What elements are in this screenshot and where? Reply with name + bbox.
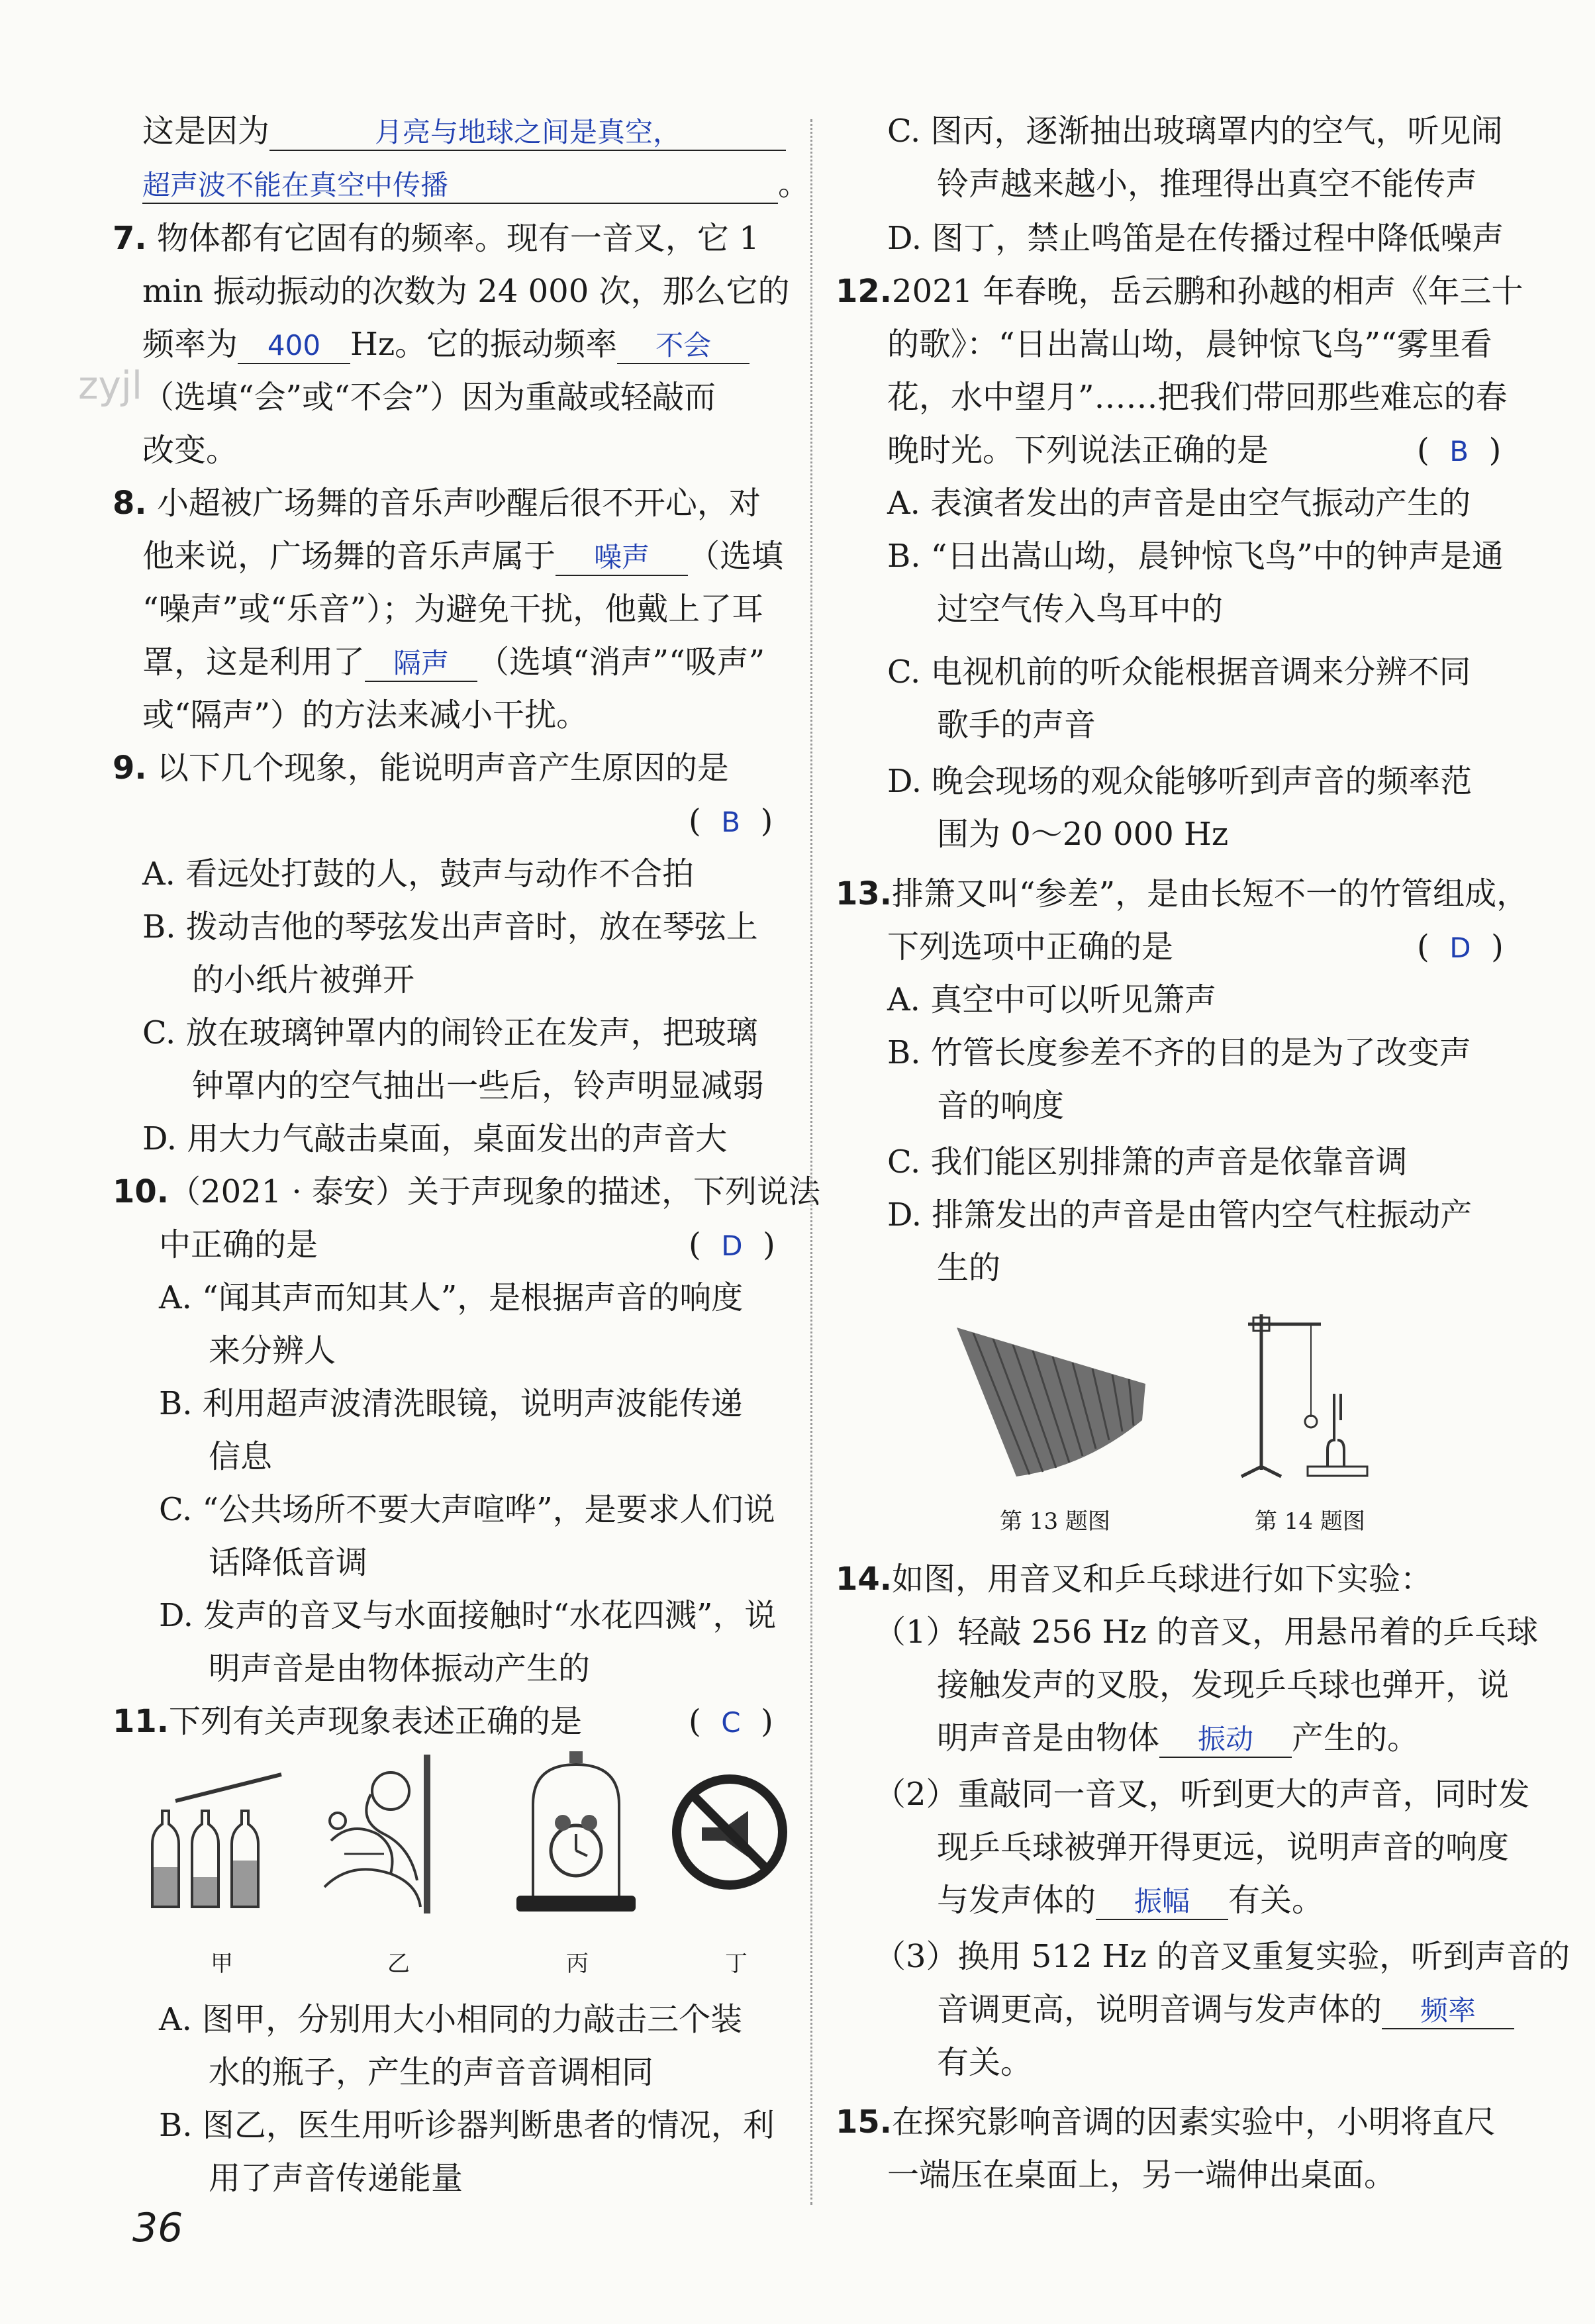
bell-jar-illustration — [507, 1751, 646, 1917]
q13-stem-2: 下列选项中正确的是 — [887, 928, 1174, 965]
q15-line-1: 15.在探究影响音调的因素实验中，小明将直尺 — [836, 2104, 1496, 2141]
q11-option-b-cont: 用了声音传递能量 — [209, 2160, 463, 2197]
q13-option-d-cont: 生的 — [937, 1249, 1001, 1286]
q8-answer-1: 噪声 — [556, 540, 688, 576]
q10-option-b: B. 利用超声波清洗眼镜，说明声波能传递 — [159, 1385, 743, 1422]
q11-stem: 11.下列有关声现象表述正确的是 — [113, 1703, 583, 1740]
panpipe-illustration — [953, 1321, 1152, 1486]
column-divider — [810, 119, 812, 2205]
intro-line-2: 超声波不能在真空中传播 。 — [142, 166, 810, 203]
q7-line-1: 7. 物体都有它固有的频率。现有一音叉，它 1 — [113, 220, 759, 257]
q13-option-b-cont: 音的响度 — [937, 1087, 1065, 1124]
q9-option-c-cont: 钟罩内的空气抽出一些后，铃声明显减弱 — [192, 1067, 765, 1104]
q8-line-5: 或“隔声”）的方法来减小干扰。 — [142, 697, 589, 734]
q14-part3-line3: 有关。 — [937, 2044, 1033, 2081]
figure-label-jia: 甲 — [211, 1951, 233, 1977]
q14-answer-1: 振动 — [1159, 1722, 1292, 1758]
q12-option-c-cont: 歌手的声音 — [937, 706, 1096, 744]
q9-stem: 9. 以下几个现象，能说明声音产生原因的是 — [113, 750, 729, 787]
q11-answer-paren: ( C ) — [689, 1703, 773, 1740]
q14-answer-2: 振幅 — [1096, 1884, 1228, 1920]
q9-option-c: C. 放在玻璃钟罩内的闹铃正在发声，把玻璃 — [142, 1014, 758, 1051]
q13-answer-paren: ( D ) — [1417, 928, 1504, 965]
q14-stem: 14.如图，用音叉和乒乓球进行如下实验： — [836, 1561, 1433, 1598]
q12-stem-2: 的歌》：“日出嵩山坳，晨钟惊飞鸟”“雾里看 — [887, 326, 1492, 363]
q11-option-b: B. 图乙，医生用听诊器判断患者的情况，利 — [159, 2107, 775, 2144]
q14-part2-line2: 现乒乓球被弹开得更远，说明声音的响度 — [937, 1829, 1510, 1866]
q7-line-2: min 振动振动的次数为 24 000 次，那么它的 — [142, 273, 790, 310]
q12-option-a: A. 表演者发出的声音是由空气振动产生的 — [887, 485, 1471, 522]
figure-label-bing: 丙 — [566, 1951, 589, 1977]
no-honking-sign-illustration — [669, 1771, 791, 1894]
q7-answer-change: 不会 — [617, 328, 749, 364]
q11-option-a: A. 图甲，分别用大小相同的力敲击三个装 — [159, 2001, 743, 2038]
q14-part2-line3: 与发声体的 振幅 有关。 — [937, 1882, 1324, 1919]
q9-answer-paren: ( B ) — [689, 802, 773, 840]
watermark: zyjl — [78, 363, 142, 408]
q7-line-5: 改变。 — [142, 432, 238, 469]
q13-option-c: C. 我们能区别排箫的声音是依靠音调 — [887, 1143, 1408, 1181]
q14-part1-line3: 明声音是由物体 振动 产生的。 — [937, 1719, 1420, 1757]
q12-stem-3: 花，水中望月”……把我们带回那些难忘的春 — [887, 379, 1508, 416]
q10-stem-1: 10.（2021 · 泰安）关于声现象的描述，下列说法 — [113, 1173, 820, 1210]
q9-option-a: A. 看远处打鼓的人，鼓声与动作不合拍 — [142, 855, 695, 893]
q9-option-d: D. 用大力气敲击桌面，桌面发出的声音大 — [142, 1120, 728, 1157]
q12-option-b-cont: 过空气传入鸟耳中的 — [937, 591, 1224, 628]
intro-line-1: 这是因为 月亮与地球之间是真空， — [142, 111, 786, 151]
intro-answer-2: 超声波不能在真空中传播 — [142, 168, 778, 204]
q12-option-c: C. 电视机前的听众能根据音调来分辨不同 — [887, 654, 1471, 691]
q14-answer-3: 频率 — [1382, 1994, 1514, 2029]
q10-option-c-cont: 话降低音调 — [209, 1544, 368, 1581]
q7-line-4: （选填“会”或“不会”）因为重敲或轻敲而 — [142, 379, 716, 416]
q11-option-d: D. 图丁，禁止鸣笛是在传播过程中降低噪声 — [887, 220, 1504, 257]
q13-option-b: B. 竹管长度参差不齐的目的是为了改变声 — [887, 1034, 1471, 1071]
q8-line-2: 他来说，广场舞的音乐声属于 噪声 （选填 — [142, 538, 784, 575]
stethoscope-illustration — [318, 1755, 457, 1913]
tuning-fork-stand-illustration — [1235, 1308, 1380, 1486]
q14-part2-line1: （2）重敲同一音叉，听到更大的声音，同时发 — [874, 1776, 1530, 1813]
q7-answer-freq: 400 — [238, 328, 350, 364]
q12-answer-paren: ( B ) — [1417, 432, 1502, 469]
q10-option-a-cont: 来分辨人 — [209, 1332, 336, 1369]
q7-line-3: 频率为 400 Hz。它的振动频率 不会 — [142, 324, 749, 364]
figure-label-ding: 丁 — [725, 1951, 748, 1977]
q14-part1-line1: （1）轻敲 256 Hz 的音叉，用悬吊着的乒乓球 — [874, 1614, 1539, 1651]
q14-part3-line2: 音调更高，说明音调与发声体的 频率 — [937, 1990, 1514, 2029]
q12-option-d-cont: 围为 0～20 000 Hz — [937, 816, 1229, 853]
q12-stem-1: 12.2021 年春晚，岳云鹏和孙越的相声《年三十 — [836, 273, 1523, 310]
q10-stem-2: 中正确的是 — [159, 1226, 318, 1263]
q10-answer-paren: ( D ) — [689, 1226, 775, 1263]
q10-option-d-cont: 明声音是由物体振动产生的 — [209, 1650, 591, 1687]
q12-stem-4: 晚时光。下列说法正确的是 — [887, 432, 1269, 469]
q8-line-3: “噪声”或“乐音”）；为避免干扰，他戴上了耳 — [142, 591, 764, 628]
q13-option-a: A. 真空中可以听见箫声 — [887, 981, 1217, 1018]
bottles-illustration — [149, 1761, 295, 1913]
q8-line-1: 8. 小超被广场舞的音乐声吵醒后很不开心，对 — [113, 485, 761, 522]
page-number: 36 — [132, 2205, 183, 2251]
q9-option-b-cont: 的小纸片被弹开 — [192, 961, 415, 998]
q11-option-c-cont: 铃声越来越小，推理得出真空不能传声 — [937, 166, 1478, 203]
q11-option-c: C. 图丙，逐渐抽出玻璃罩内的空气，听见闹 — [887, 113, 1503, 150]
q14-part1-line2: 接触发声的叉股，发现乒乓球也弹开，说 — [937, 1667, 1510, 1704]
q10-option-d: D. 发声的音叉与水面接触时“水花四溅”，说 — [159, 1597, 777, 1634]
q8-line-4: 罩，这是利用了 隔声 （选填“消声”“吸声” — [142, 644, 765, 681]
caption-figure-14: 第 14 题图 — [1255, 1508, 1365, 1535]
q10-option-c: C. “公共场所不要大声喧哗”，是要求人们说 — [159, 1491, 775, 1528]
q13-option-d: D. 排箫发出的声音是由管内空气柱振动产 — [887, 1196, 1473, 1234]
q11-option-a-cont: 水的瓶子，产生的声音音调相同 — [209, 2054, 654, 2091]
intro-answer-1: 月亮与地球之间是真空， — [269, 115, 786, 151]
caption-figure-13: 第 13 题图 — [1000, 1508, 1110, 1535]
q12-option-d: D. 晚会现场的观众能够听到声音的频率范 — [887, 763, 1473, 800]
figure-label-yi: 乙 — [387, 1951, 410, 1977]
q12-option-b: B. “日出嵩山坳，晨钟惊飞鸟”中的钟声是通 — [887, 538, 1504, 575]
q10-option-b-cont: 信息 — [209, 1438, 273, 1475]
q8-answer-2: 隔声 — [365, 646, 477, 682]
q14-part3-line1: （3）换用 512 Hz 的音叉重复实验，听到声音的 — [874, 1938, 1571, 1975]
q10-option-a: A. “闻其声而知其人”，是根据声音的响度 — [159, 1279, 744, 1316]
q9-option-b: B. 拨动吉他的琴弦发出声音时，放在琴弦上 — [142, 908, 758, 945]
q13-stem-1: 13.排箫又叫“参差”，是由长短不一的竹管组成， — [836, 875, 1529, 912]
q15-line-2: 一端压在桌面上，另一端伸出桌面。 — [887, 2156, 1396, 2194]
